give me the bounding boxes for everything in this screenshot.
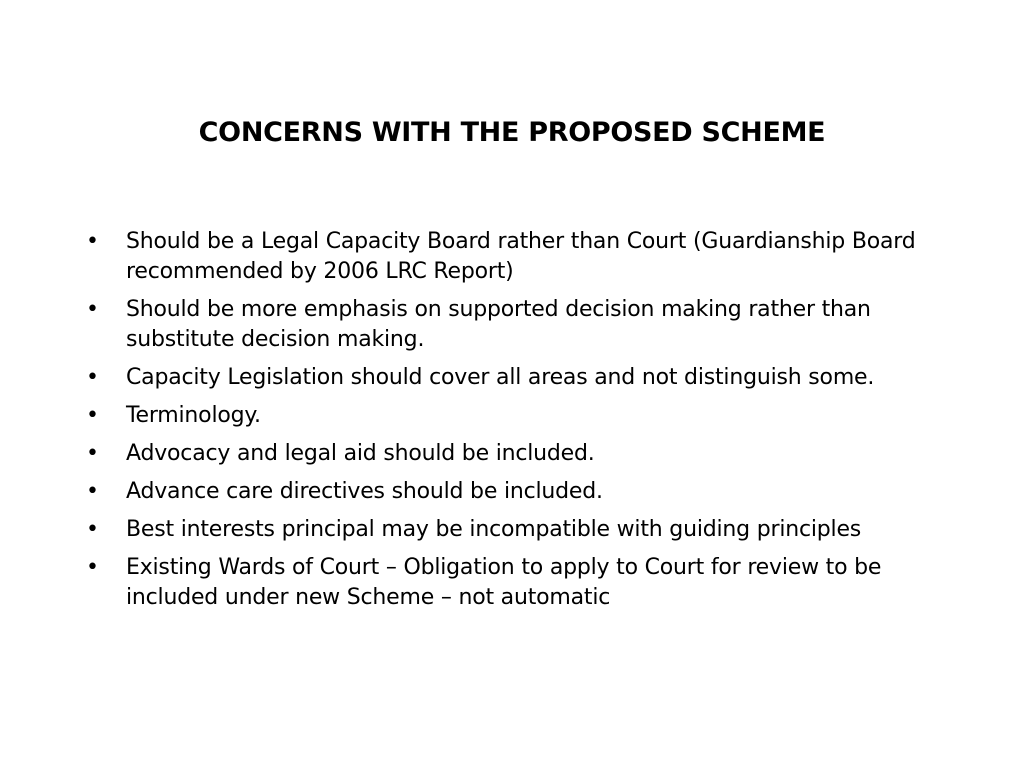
bullet-icon: • xyxy=(86,297,99,322)
bullet-text: Existing Wards of Court – Obligation to apply to Court for review to be included under new Scheme – not automatic xyxy=(126,555,882,610)
bullet-item xyxy=(86,363,966,393)
bullet-item xyxy=(86,401,966,431)
bullet-icon: • xyxy=(86,229,99,254)
bullet-item xyxy=(86,295,966,355)
bullet-icon: • xyxy=(86,365,99,390)
bullet-item xyxy=(86,439,966,469)
bullet-item xyxy=(86,515,966,545)
bullet-icon: • xyxy=(86,517,99,542)
bullet-text: Best interests principal may be incompatible with guiding principles xyxy=(126,517,862,542)
bullet-item xyxy=(86,227,966,287)
bullet-text: Advocacy and legal aid should be included. xyxy=(126,441,595,466)
bullet-text: Advance care directives should be included. xyxy=(126,479,603,504)
bullet-text: Should be a Legal Capacity Board rather than Court (Guardianship Board recommended by 2006 LRC Report) xyxy=(126,229,916,284)
bullet-item xyxy=(86,477,966,507)
slide-title: CONCERNS WITH THE PROPOSED SCHEME xyxy=(198,117,826,148)
bullet-icon: • xyxy=(86,555,99,580)
bullet-text: Terminology. xyxy=(126,403,261,428)
bullet-list xyxy=(86,227,966,621)
bullet-icon: • xyxy=(86,403,99,428)
bullet-icon: • xyxy=(86,441,99,466)
bullet-text: Should be more emphasis on supported decision making rather than substitute decision making. xyxy=(126,297,871,352)
bullet-item xyxy=(86,553,966,613)
bullet-text: Capacity Legislation should cover all areas and not distinguish some. xyxy=(126,365,875,390)
bullet-icon: • xyxy=(86,479,99,504)
